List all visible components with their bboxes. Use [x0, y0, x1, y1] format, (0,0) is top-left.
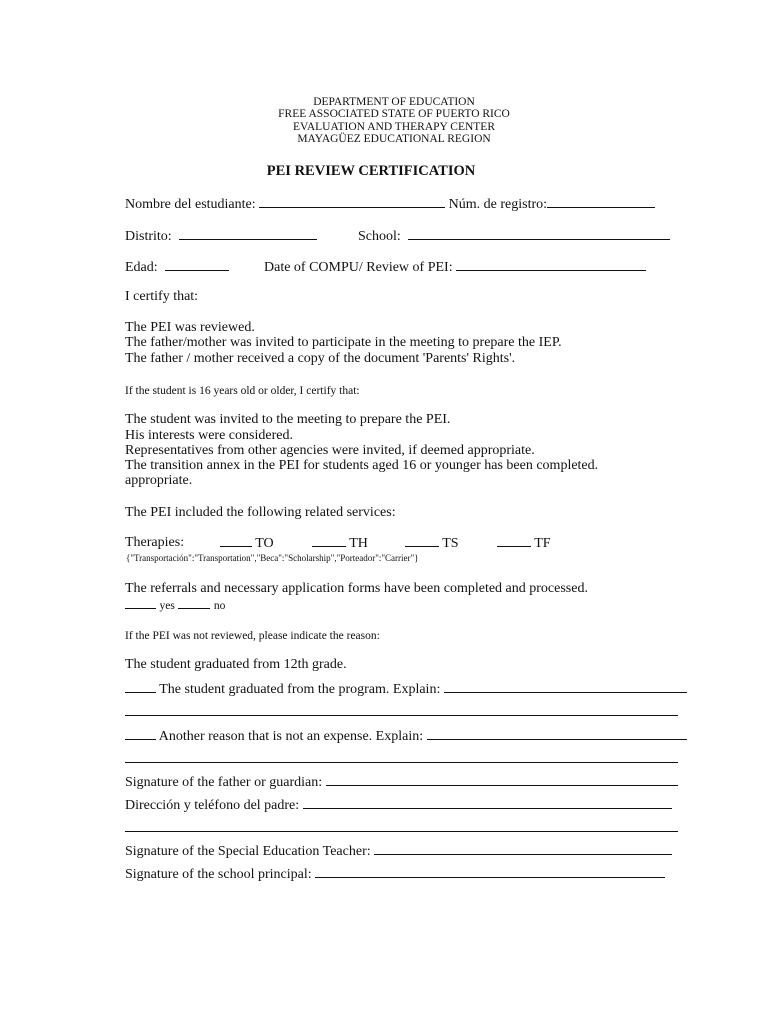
- registry-label: Núm. de registro:: [448, 197, 548, 212]
- district-blank[interactable]: [179, 228, 317, 240]
- registry-blank[interactable]: [547, 196, 655, 208]
- principal-signature-label: Signature of the school principal:: [125, 867, 312, 882]
- explain-blank-2[interactable]: [125, 751, 678, 763]
- certify-item: The PEI was reviewed.: [125, 320, 255, 335]
- teacher-signature-row: [125, 843, 672, 860]
- school-row: [358, 228, 670, 245]
- therapy-th-blank[interactable]: [312, 535, 346, 547]
- therapy-th-label: TH: [349, 536, 368, 551]
- header-center: EVALUATION AND THERAPY CENTER: [293, 121, 495, 133]
- certify-intro: I certify that:: [125, 289, 199, 304]
- teacher-signature-blank[interactable]: [374, 843, 672, 855]
- another-reason-check[interactable]: [125, 728, 156, 740]
- age16-item: The transition annex in the PEI for students aged 16 or younger has been completed.: [125, 458, 599, 473]
- parent-signature-label: Signature of the father or guardian:: [125, 775, 323, 790]
- another-reason-blank[interactable]: [427, 728, 687, 740]
- therapy-to-label: TO: [255, 536, 274, 551]
- certify-item: The father/mother was invited to participate in the meeting to prepare the IEP.: [125, 335, 562, 350]
- explain-line-1: [125, 704, 678, 721]
- address-label: Dirección y teléfono del padre:: [125, 798, 300, 813]
- graduated-program-check[interactable]: [125, 681, 156, 693]
- graduated-12: The student graduated from 12th grade.: [125, 657, 347, 672]
- address-blank[interactable]: [303, 797, 672, 809]
- referrals-text: The referrals and necessary application forms have been completed and processed.: [125, 581, 588, 596]
- no-label: no: [213, 600, 226, 612]
- district-label: Distrito:: [125, 229, 172, 244]
- age-label: Edad:: [125, 260, 158, 275]
- therapies-note: {"Transportación":"Transportation","Beca":"Scholarship","Porteador":"Carrier"}: [126, 553, 419, 563]
- age16-intro: If the student is 16 years old or older, I certify that:: [125, 385, 360, 397]
- document-title: PEI REVIEW CERTIFICATION: [266, 163, 476, 179]
- yes-blank[interactable]: [125, 597, 156, 609]
- address-line-2: [125, 820, 678, 837]
- age16-item: His interests were considered.: [125, 428, 293, 443]
- school-label: School:: [358, 229, 401, 244]
- age16-item: appropriate.: [125, 473, 193, 488]
- student-name-blank[interactable]: [259, 196, 445, 208]
- yes-label: yes: [159, 600, 175, 612]
- student-name-row: [125, 196, 655, 213]
- explain-line-2: [125, 751, 678, 768]
- student-name-label: Nombre del estudiante:: [125, 197, 256, 212]
- compu-label: Date of COMPU/ Review of PEI:: [264, 260, 453, 275]
- principal-signature-blank[interactable]: [315, 866, 665, 878]
- explain-blank-1[interactable]: [125, 704, 678, 716]
- therapy-tf: [497, 535, 551, 552]
- graduated-program-label: The student graduated from the program. Explain:: [159, 682, 441, 697]
- principal-signature-row: [125, 866, 665, 883]
- another-reason-label: Another reason that is not an expense. Explain:: [158, 729, 424, 744]
- another-reason-row: [125, 728, 687, 745]
- teacher-signature-label: Signature of the Special Education Teacher:: [125, 844, 371, 859]
- graduated-program-blank[interactable]: [444, 681, 687, 693]
- parent-signature-blank[interactable]: [326, 774, 678, 786]
- graduated-program-row: [125, 681, 687, 698]
- header-state: FREE ASSOCIATED STATE OF PUERTO RICO: [278, 108, 510, 120]
- therapy-tf-label: TF: [534, 536, 551, 551]
- address-row: [125, 797, 672, 814]
- referrals-options: [125, 597, 225, 614]
- therapy-tf-blank[interactable]: [497, 535, 531, 547]
- therapy-to-blank[interactable]: [220, 535, 252, 547]
- no-blank[interactable]: [178, 597, 210, 609]
- certify-item: The father / mother received a copy of the document 'Parents' Rights'.: [125, 351, 516, 366]
- school-blank[interactable]: [408, 228, 670, 240]
- address-blank-2[interactable]: [125, 820, 678, 832]
- compu-blank[interactable]: [456, 259, 646, 271]
- age16-item: The student was invited to the meeting to prepare the PEI.: [125, 412, 451, 427]
- age-blank[interactable]: [165, 259, 229, 271]
- not-reviewed-intro: If the PEI was not reviewed, please indicate the reason:: [125, 630, 380, 642]
- compu-row: [264, 259, 646, 276]
- header-department: DEPARTMENT OF EDUCATION: [313, 96, 475, 108]
- services-intro: The PEI included the following related services:: [125, 505, 396, 520]
- header-region: MAYAGÜEZ EDUCATIONAL REGION: [297, 133, 491, 145]
- therapy-ts-blank[interactable]: [405, 535, 439, 547]
- age-row: [125, 259, 229, 276]
- parent-signature-row: [125, 774, 678, 791]
- age16-item: Representatives from other agencies were invited, if deemed appropriate.: [125, 443, 535, 458]
- therapies-label: Therapies:: [125, 535, 185, 550]
- therapy-ts-label: TS: [442, 536, 459, 551]
- district-row: [125, 228, 317, 245]
